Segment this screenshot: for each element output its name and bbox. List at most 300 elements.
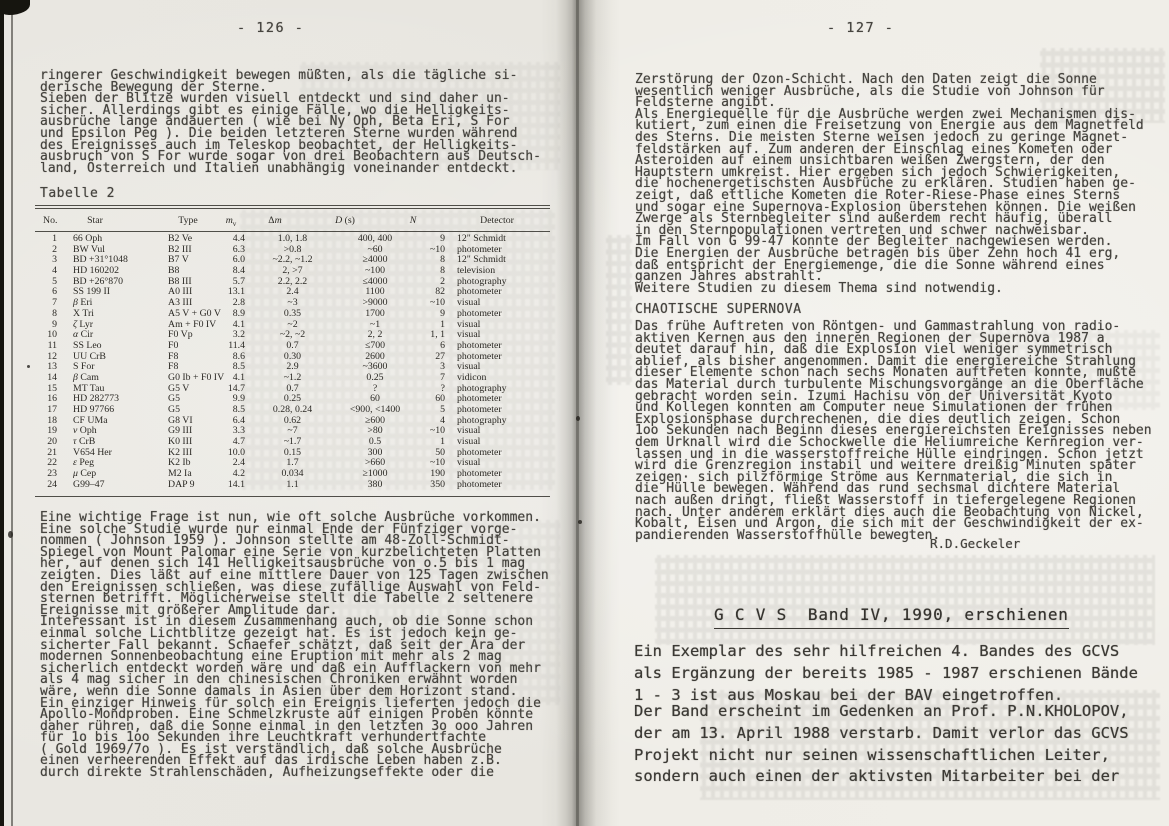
scan-speck: [27, 365, 30, 368]
text-line: sicherlich entdeckt worden wäre und daß ein Aufflackern von mehr: [40, 660, 541, 676]
text-line: sicherter Fall bekannt. Schaefer schätzt, daß seit der Ära der: [40, 637, 526, 653]
table-cell: photometer: [457, 350, 502, 362]
table-cell: 14.1: [227, 478, 245, 490]
table-cell: 7: [440, 371, 445, 383]
table-cell: A0 III: [168, 286, 193, 298]
delta-symbol: Δ: [268, 215, 275, 226]
d-unit: (s): [342, 215, 355, 226]
paragraph-flare-frequency: [40, 512, 549, 779]
table-cell: 13.1: [227, 286, 245, 298]
text-line: sternen betrifft. Möglicherweise stellt die Tabelle 2 seltenere: [40, 591, 534, 607]
table-cell: HD 282773: [73, 393, 119, 405]
table-cell: ~2.2, ~1.2: [272, 254, 313, 266]
table-cell: HD 160202: [73, 265, 119, 277]
author-signature: R.D.Geckeler: [930, 536, 1021, 551]
col-header-type: Type: [178, 215, 198, 226]
table-cell: ζ Lyr: [73, 318, 94, 330]
text-line: land, Österreich und Italien unabhängig voneinander entdeckt.: [40, 160, 518, 176]
text-line: Projekt nicht nur seinen wissenschaftlichen Leiter,: [634, 745, 1110, 764]
table-cell: UU CrB: [73, 350, 106, 362]
table-cell: B8 III: [168, 275, 192, 287]
table-cell: 1.0, 1.8: [277, 233, 308, 244]
table-cell: 4: [440, 414, 445, 426]
table-cell: B2 Ve: [168, 233, 193, 244]
section-heading-chaotic-supernova: CHAOTISCHE SUPERNOVA: [635, 302, 802, 317]
table-cell: G9 III: [168, 425, 193, 437]
table-cell: ~1.2: [283, 371, 302, 383]
table-cell: 10.0: [227, 446, 245, 458]
col-header-star: Star: [87, 215, 103, 226]
table-cell: 1: [440, 318, 445, 330]
d-symbol: D: [335, 215, 343, 226]
table-bottom-rule: [35, 496, 550, 497]
text-line: den Ereignissen schließen, was diese zufällige Auswahl von Feld-: [40, 579, 541, 595]
table-cell: 2.8: [232, 297, 245, 309]
table-cell: >0.8: [283, 243, 302, 255]
table-cell: 350: [430, 478, 445, 490]
table-cell: ν Oph: [73, 425, 97, 437]
text-line: Asteroiden auf einem unsichtbaren weißen Zwergstern, der den: [635, 153, 1105, 169]
table-2: [35, 205, 550, 505]
text-line: und sogar eine Supernova-Explosion überstehen können. Die weißen: [635, 199, 1136, 215]
table-cell: BD +31°1048: [73, 254, 128, 266]
table-cell: 2: [440, 275, 445, 287]
text-line: wäre, wenn die Sonne damals in Asien über dem Horizont stand.: [40, 683, 518, 699]
table-cell: 2, >7: [282, 265, 303, 277]
table-cell: 16: [47, 393, 57, 405]
scan-corner-blob: [0, 0, 30, 15]
text-line: daß entspricht der Energiemenge, die die Sonne während eines: [635, 257, 1105, 273]
table-cell: ~2: [287, 318, 298, 330]
table-cell: 2.4: [232, 457, 245, 469]
text-line: das Material durch turbulente Mischungsvorgänge an die Oberfläche: [635, 376, 1144, 392]
text-line: des Sterns. Die meisten Sterne weisen jedoch zu geringe Magnet-: [635, 129, 1129, 145]
table-cell: 8.6: [232, 350, 245, 362]
text-line: ganzen Jahres abstrahlt.: [635, 269, 823, 285]
text-line: Das frühe Auftreten von Röntgen- und Gammastrahlung von radio-: [635, 319, 1121, 334]
table-cell: α Cir: [73, 329, 94, 341]
table-cell: 0.034: [281, 468, 304, 480]
table-cell: 22: [47, 457, 57, 469]
table-cell: visual: [457, 318, 481, 330]
text-line: zeigten. Dies läßt auf eine mittlere Dauer von 125 Tagen zwischen: [40, 567, 549, 583]
text-line: derische Bewegung der Sterne.: [40, 79, 267, 95]
text-line: Weitere Studien zu diesem Thema sind notwendig.: [635, 280, 1003, 296]
table-cell: ≥4000: [362, 254, 388, 266]
table-cell: BW Vul: [73, 243, 105, 255]
table-cell: photometer: [457, 478, 502, 490]
table-cell: 5: [52, 275, 57, 287]
text-line: Ein einziger Hinweis für solch ein Ereignis lieferten jedoch die: [40, 695, 541, 711]
table-cell: photometer: [457, 393, 502, 405]
table-cell: 8: [52, 307, 57, 319]
paragraph-gcvs-arrival: [634, 641, 1138, 706]
text-line: sicher. Allerdings gibt es einige Fälle, wo die Helligkeits-: [40, 102, 510, 118]
bleed-through-smudge: [655, 555, 1155, 645]
table-cell: ~60: [367, 243, 383, 255]
table-cell: 19: [47, 425, 57, 437]
text-line: Eine wichtige Frage ist nun, wie oft solche Ausbrüche vorkommen.: [40, 510, 541, 525]
text-line: die hochenergetischsten Ausbrüche zu erklären. Studien haben ge-: [635, 176, 1136, 192]
text-line: Im Fall von G 99-47 konnte der Begleiter nachgewiesen werden.: [635, 234, 1113, 250]
text-line: 1oo Sekunden nach Beginn dieses energiereichsten Ereignisses neben: [635, 423, 1152, 439]
table-cell: S For: [73, 361, 95, 373]
paragraph-supernova-1987a: [635, 321, 1152, 541]
table-cell: 18: [47, 414, 57, 426]
mv-symbol: m: [225, 215, 233, 226]
text-line: Zerstörung der Ozon-Schicht. Nach den Daten zeigt die Sonne: [635, 72, 1097, 87]
table-cell: vidicon: [457, 371, 487, 383]
text-line: aktiven Kernen aus den inneren Regionen der Supernova 1987 a: [635, 330, 1105, 346]
table-cell: ~2, ~2: [279, 329, 306, 341]
text-line: zeigt, daß ettliche Kometen die Roter-Riese-Phase eines Sterns: [635, 187, 1121, 203]
table-cell: ~7: [287, 425, 298, 437]
table-cell: 2: [52, 243, 57, 255]
text-line: Interessant ist in diesem Zusammenhang auch, ob die Sonne schon: [40, 614, 534, 630]
table-top-rule-2: [35, 208, 550, 209]
table-cell: visual: [457, 436, 481, 448]
table-cell: 0.62: [283, 414, 302, 426]
text-line: ( Gold 1969/7o ). Es ist verständlich, daß solche Ausbrüche: [40, 741, 502, 757]
table-caption: Tabelle 2: [40, 186, 115, 201]
table-cell: photometer: [457, 404, 502, 415]
page-number-right: - 127 -: [827, 20, 895, 36]
col-header-delta-m: [268, 215, 281, 227]
table-cell: ~3: [287, 297, 298, 309]
table-cell: ?: [372, 382, 378, 394]
text-line: Ein Exemplar des sehr hilfreichen 4. Bandes des GCVS: [634, 642, 1120, 660]
text-line: Kobalt, Eisen und Argon, die sich mit der Geschwindigkeit der ex-: [635, 516, 1144, 532]
table-cell: >660: [364, 457, 386, 469]
table-cell: μ Cep: [73, 468, 97, 480]
table-cell: 8.4: [232, 265, 245, 277]
col-header-n: [410, 215, 417, 227]
table-cell: 6: [440, 339, 445, 351]
table-cell: 14: [47, 371, 57, 383]
table-cell: F0 Vp: [168, 329, 193, 341]
text-line: dem Urknall wird die Schockwelle die Heliumreiche Kernregion ver-: [635, 434, 1144, 450]
text-line: und Epsilon Peg ). Die beiden letzteren Sterne wurden während: [40, 125, 518, 141]
table-cell: β Cam: [73, 371, 99, 383]
table-cell: ≤700: [364, 339, 386, 351]
table-cell: <900, <1400: [349, 404, 401, 415]
table-cell: B7 V: [168, 254, 189, 266]
m-symbol: m: [274, 215, 282, 226]
text-line: nach außen dringt, fließt Wasserstoff in tiefergelegene Regionen: [635, 492, 1136, 508]
table-cell: 1: [440, 436, 445, 448]
text-line: ausbruch von S For wurde sogar von drei Beobachtern aus Deutsch-: [40, 149, 541, 165]
table-cell: Am + F0 IV: [168, 318, 217, 330]
table-top-rule: [35, 205, 550, 206]
table-cell: 15: [47, 382, 57, 394]
table-cell: A5 V + G0 V: [168, 307, 221, 319]
table-cell: K2 III: [168, 446, 193, 458]
table-cell: 1, 1: [430, 329, 445, 341]
table-cell: ε Peg: [73, 457, 95, 469]
table-cell: 13: [47, 361, 57, 373]
table-cell: 2.2, 2.2: [277, 275, 308, 287]
table-cell: 0.25: [366, 371, 384, 383]
scan-speck: [578, 520, 582, 524]
table-cell: photography: [457, 382, 507, 394]
table-cell: 8: [440, 265, 445, 277]
table-cell: F8: [168, 361, 179, 373]
table-cell: visual: [457, 425, 481, 437]
col-header-detector: Detector: [480, 215, 514, 226]
text-line: des Ereignisses auch im Teleskop beobachtet, der Helligkeits-: [40, 137, 518, 153]
table-cell: ~10: [429, 243, 445, 255]
table-cell: 6.4: [232, 414, 245, 426]
table-cell: F8: [168, 350, 179, 362]
table-cell: G0 Ib + F0 IV: [168, 371, 225, 383]
col-header-no: No.: [43, 215, 58, 226]
text-line: Sieben der Blitze wurden visuell entdeckt und sind daher un-: [40, 91, 510, 107]
text-line: Spiegel von Mount Palomar eine Serie von kurzbelichteten Platten: [40, 544, 541, 560]
table-cell: 2.4: [286, 286, 299, 298]
text-line: Zwerge als Sternbegleiter sind außerdem recht häufig, überall: [635, 211, 1113, 227]
table-cell: X Tri: [73, 307, 94, 319]
table-cell: 66 Oph: [73, 233, 103, 244]
text-line: Hauptstern umkreist. Hier ergeben sich jedoch Schwierigkeiten,: [635, 164, 1121, 180]
table-cell: 60: [370, 393, 380, 405]
table-cell: G8 VI: [168, 414, 193, 426]
table-cell: 82: [435, 286, 445, 298]
scan-speck: [576, 416, 580, 421]
table-row: [35, 309, 550, 320]
bleed-through-smudge: [606, 235, 632, 385]
table-cell: 1: [52, 233, 57, 244]
table-cell: 2, 2: [367, 329, 383, 341]
text-line: her, auf denen sich 141 Helligkeitsausbrüche von o.5 bis 1 mag: [40, 556, 526, 572]
table-cell: 1.1: [286, 478, 299, 490]
table-cell: visual: [457, 297, 481, 309]
table-cell: 8.5: [232, 404, 245, 415]
text-line: kutiert, zum einen die Freisetzung von Energie aus dem Magnetfeld: [635, 118, 1144, 134]
table-cell: ≤4000: [362, 275, 388, 287]
text-line: nach. Unter anderem erklärt dies auch die Beobachtung von Nickel,: [635, 504, 1144, 520]
text-line: dieser Elemente schon nach sechs Monaten auftreten konnte, mußte: [635, 365, 1136, 381]
table-cell: 6.3: [232, 243, 245, 255]
table-cell: V654 Her: [73, 446, 112, 458]
table-cell: 1100: [365, 286, 385, 298]
table-cell: 2.9: [286, 361, 299, 373]
mv-subscript: v: [232, 219, 237, 228]
text-line: Als Energiequelle für die Ausbrüche werden zwei Mechanismen dis-: [635, 106, 1136, 122]
text-line: Feldsterne angibt.: [635, 95, 776, 111]
text-line: zeigen· sich pilzförmige Ströme aus Kernmaterial, die sich in: [635, 469, 1113, 485]
table-body: [35, 234, 550, 491]
table-cell: 21: [47, 446, 57, 458]
table-cell: 60: [435, 393, 445, 405]
table-cell: SS 199 II: [73, 286, 111, 298]
text-line: daher rühren, daß die Sonne einmal in den letzten 3o ooo Jahren: [40, 718, 534, 734]
table-cell: >9000: [362, 297, 388, 309]
paragraph-flare-observations: [40, 70, 541, 174]
page-gutter-fold-line: [576, 0, 579, 826]
table-cell: G99–47: [73, 478, 105, 490]
table-cell: 3.2: [232, 329, 245, 341]
table-cell: 3: [52, 254, 57, 266]
table-cell: visual: [457, 361, 481, 373]
table-cell: ~10: [429, 425, 445, 437]
table-cell: 24: [47, 478, 57, 490]
table-cell: ~10: [429, 457, 445, 469]
text-line: in den Sternpopulationen vertreten und schwer nachweisbar.: [635, 222, 1089, 238]
table-cell: 190: [430, 468, 445, 480]
table-cell: photometer: [457, 286, 502, 298]
table-cell: photography: [457, 275, 507, 287]
text-line: deutet darauf hin, daß die Explosion viel weniger symmetrisch: [635, 342, 1113, 358]
text-line: wird die Grenzregion instabil und weitere dreißig Minuten später: [635, 458, 1136, 474]
table-cell: television: [457, 265, 496, 277]
n-symbol: N: [409, 215, 417, 226]
text-line: 1 - 3 ist aus Moskau bei der BAV eingetroffen.: [634, 685, 1064, 704]
page-gutter-shadow: [556, 0, 612, 826]
table-cell: 4.1: [232, 318, 245, 330]
table-cell: photometer: [457, 307, 502, 319]
table-cell: 4.2: [232, 468, 245, 480]
table-cell: DAP 9: [168, 478, 195, 490]
table-row: [35, 480, 550, 491]
page-number-left: - 126 -: [237, 20, 305, 36]
table-cell: ~1.7: [283, 436, 302, 448]
table-cell: ~10: [429, 297, 445, 309]
table-cell: SS Leo: [73, 339, 102, 351]
table-cell: 4.1: [232, 371, 245, 383]
table-cell: 10: [47, 329, 57, 341]
text-line: für 1o bis 1oo Sekunden ihre Leuchtkraft verhundertfachte: [40, 730, 487, 746]
table-cell: τ CrB: [73, 436, 96, 448]
table-cell: 14.7: [227, 382, 245, 394]
table-cell: K0 III: [168, 436, 193, 448]
text-line: die Hülle bewegen. Während das rund sechsmal dichtere Material: [635, 481, 1121, 497]
text-line: sondern auch einen der aktivsten Mitarbeiter bei der: [634, 767, 1120, 786]
table-cell: 380: [367, 478, 383, 490]
text-line: durch direkte Strahlenschäden, Aufheizungseffekte oder die: [40, 765, 494, 781]
text-line: und Kollegen konnten am Computer neue Simulationen der frühen: [635, 400, 1113, 416]
table-cell: photometer: [457, 243, 502, 255]
scan-edge-bar: [0, 0, 4, 826]
text-line: Der Band erscheint im Gedenken an Prof. P.N.KHOLOPOV,: [634, 702, 1129, 720]
table-cell: 17: [47, 404, 57, 415]
table-cell: ?: [440, 382, 445, 394]
col-header-mv: [226, 215, 237, 227]
table-cell: 23: [47, 468, 57, 480]
text-line: der am 13. April 1988 verstarb. Damit verlor das GCVS: [634, 723, 1129, 742]
table-cell: G5: [168, 404, 180, 415]
table-cell: ~3600: [362, 361, 388, 373]
table-cell: 8.5: [232, 361, 245, 373]
table-cell: 20: [47, 436, 57, 448]
table-cell: 400, 400: [357, 233, 393, 244]
table-cell: 5: [440, 404, 445, 415]
table-cell: β Eri: [73, 297, 93, 309]
text-line: Die Energien der Ausbrüche betragen bis über Zehn hoch 41 erg,: [635, 245, 1121, 261]
text-line: pandierenden Wasserstoffhülle bewegten.: [635, 527, 941, 543]
table-cell: visual: [457, 457, 481, 469]
table-cell: G5 V: [168, 382, 190, 394]
table-cell: photometer: [457, 339, 502, 351]
table-cell: 0.35: [283, 307, 302, 319]
table-cell: 7: [52, 297, 57, 309]
table-cell: 9: [440, 307, 445, 319]
table-cell: 300: [367, 446, 383, 458]
table-cell: 12: [47, 350, 57, 362]
table-cell: 4.7: [232, 436, 245, 448]
table-row: [35, 341, 550, 352]
scan-speck: [8, 531, 13, 538]
table-cell: CF UMa: [73, 414, 108, 426]
table-cell: K2 Ib: [168, 457, 191, 469]
table-cell: 9: [52, 318, 57, 330]
table-cell: photometer: [457, 468, 502, 480]
table-cell: 27: [435, 350, 445, 362]
text-line: Explosionsphase durchrechenen, die dies deutlich zeigen. Schon: [635, 411, 1121, 427]
table-cell: ~1: [369, 318, 381, 330]
table-cell: 12" Schmidt: [457, 233, 506, 244]
table-cell: photometer: [457, 446, 502, 458]
text-line: gebracht worden sein. Izumi Hachisu von der Universität Kyoto: [635, 388, 1113, 404]
table-cell: 0.30: [283, 350, 302, 362]
text-line: als 4 mag sicher in den chinesischen Chroniken erwähnt worden: [40, 672, 518, 688]
table-cell: 0.25: [283, 393, 302, 405]
table-cell: visual: [457, 329, 481, 341]
text-line: modernen Sonnenbeobachtung eine Eruption mit mehr als 2 mag: [40, 649, 502, 665]
table-cell: BD +26°870: [73, 275, 123, 287]
col-header-duration: [335, 215, 355, 227]
table-cell: 6.0: [232, 254, 245, 266]
table-cell: B2 III: [168, 243, 192, 255]
text-line: Apollo-Mondproben. Eine Schmelzkruste auf einigen Proben könnte: [40, 707, 534, 723]
table-cell: ~100: [365, 265, 385, 277]
table-cell: 11: [47, 339, 57, 351]
table-cell: F0: [168, 339, 179, 351]
table-cell: 11.4: [228, 339, 245, 351]
table-cell: photography: [457, 414, 507, 426]
text-line: Ereignisse mit größerer Amplitude dar.: [40, 602, 338, 618]
table-cell: B8: [168, 265, 180, 277]
table-cell: G5: [168, 393, 180, 405]
table-cell: 0.7: [286, 339, 299, 351]
table-cell: 0.7: [286, 382, 299, 394]
table-cell: 0.28, 0.24: [272, 404, 313, 415]
table-cell: 4.4: [232, 233, 245, 244]
scan-edge-line: [11, 0, 13, 826]
table-cell: ≥600: [364, 414, 386, 426]
text-line: einmal solche Lichtblitze gezeigt hat. Es ist jedoch kein ge-: [40, 625, 518, 641]
paragraph-gcvs-kholopov: [634, 701, 1129, 788]
table-header-rule: [35, 231, 550, 232]
table-cell: 2600: [365, 350, 385, 362]
table-cell: 1.7: [286, 457, 299, 469]
text-line: als Ergänzung der bereits 1985 - 1987 erschienen Bände: [634, 663, 1138, 682]
table-cell: 6: [52, 286, 57, 298]
table-cell: M2 Ia: [168, 468, 192, 480]
table-cell: 8.9: [232, 307, 245, 319]
table-cell: MT Tau: [73, 382, 105, 394]
table-cell: >80: [367, 425, 383, 437]
text-line: lassen und in die wasserstoffreiche Hülle eindringen. Schon jetzt: [635, 446, 1144, 462]
table-cell: 50: [435, 446, 445, 458]
text-line: einen verheerenden Effekt auf das irdische Leben haben z.B.: [40, 753, 502, 769]
table-cell: 0.5: [368, 436, 382, 448]
table-cell: 12" Schmidt: [457, 254, 506, 266]
text-line: feldstärken auf. Zum anderen der Einschlag eines Kometen oder: [635, 141, 1113, 157]
table-cell: 3.3: [232, 425, 245, 437]
table-cell: 1700: [365, 307, 385, 319]
table-cell: 4: [52, 265, 57, 277]
table-cell: 5.7: [232, 275, 245, 287]
